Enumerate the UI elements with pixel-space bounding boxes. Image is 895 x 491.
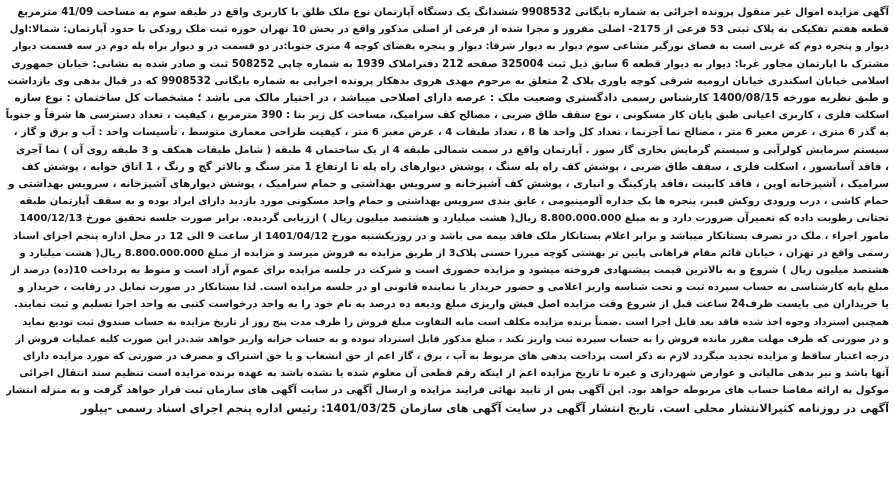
notice-line: رسمی واقع در تهران ، خیابان قائم مقام فراهانی پایین تر بهشتی کوچه میرزا حسنی پلاک3 از طریق مزایده به فروش میرسد و مزایده از مبلغ 8.800.000.000 ریال( هشت میلیارد و xyxy=(19,247,889,259)
notice-line: درجه اعتبار ساقط و مزایده تجدید میگردد لازم به ذکر است پرداخت بدهی های مربوط به آب ، برق ، گاز اعم از حق انشعاب و یا حق اشتراک و مصرف در صورتی که مورد مزایده دارای xyxy=(22,351,889,363)
notice-line: و در صورتی که ظرف مهلت مقرر مانده فروش را به حساب سپرده ثبت واریز نکند ، مبلغ مذکور قابل استرداد نبوده و به حساب خزانه واریز خواهد شد.در این صورت کلیه عملیات فروش از xyxy=(15,333,889,345)
notice-line: همچنین استرداد وجوه اخذ شده فاقد بعد قابل اجرا است .ضمناً برنده مزایده مکلف است مابه التفاوت مبلغ فروش را ظرف مدت پنج روز از تاریخ مزایده به حساب صندوق ثبت تودیع نماید xyxy=(22,316,889,328)
notice-line: تحتانی رطوبت داده که تعمیرآن ضرورت دارد و به مبلغ 8.800.000.000 ریال( هشت میلیارد و هشتصد میلیون ریال ) ارزیابی گردیده. برابر صورت جلسه تحقیق مورخ 1400/12/13 xyxy=(19,213,889,225)
auction-notice-text xyxy=(6,4,889,486)
notice-line: هشتصد میلیون ریال ) شروع و به بالاترین قیمت پیشنهادی فروخته میشود و مزایده حضوری است و شرکت در جلسه مزایده برای عموم آزاد است و منوط به پرداخت 10(ده) درصد از xyxy=(10,265,889,277)
notice-line: دیوار و پنجره دوم که غربی است به فضای نورگیر مشاعی سوم دیوار به دیوار شرقا: دیوار و پنجره بفضای کوچه 4 متری جنوبا:در دو قسمت در و دیوار براه پله دوم در سه قسمت دیوار xyxy=(12,41,889,53)
notice-line: قطعه هفتم تفکیکی به پلاک ثبتی 53 فرعی از 2175- اصلی مفروز و مجزا شده از فرعی از اصلی مذکور واقع در بخش 10 تهران حوزه ثبت ملک رودکی با حدود آپارتمان: شمالا:اول xyxy=(9,24,889,36)
notice-line: به گذر 6 متری ، عرض معبر 6 متر ، مصالح نما آجرنما ، تعداد کل واحد ها 8 ، تعداد طبقات 4 ، عرض معبر 6 متر ، کیفیت طراحی معماری متوسط ، تأسیسات واحد : آب و برق و گاز ، xyxy=(13,127,889,139)
notice-line: مبلغ پایه کارشناسی به حساب سپرده ثبت و تحت شناسه واریز اعلامی و حضور خریدار یا نماینده قانونی او در جلسه مزایده است. لذا بستانکار در صورت تمایل در رقابت ، خریدار و xyxy=(18,282,889,294)
notice-line: مامور اجراء ، ملک در تصرف بستانکار میباشد و برابر اعلام بستانکار ملک فاقد بیمه می باشد و در روزیکشنبه مورخ 1401/04/12 از ساعت 9 الی 12 در محل اداره پنجم اجرای اسناد xyxy=(12,230,889,242)
notice-line: مشترک با اپارتمان مجاور غربا: دیوار به دیوار قطعه 6 سابق ذیل ثبت 325004 صفحه 212 دفتراملاک 1939 به شماره چاپی 508252 ثبت و صادر شده به نشانی: خیابان جمهوری xyxy=(11,58,889,70)
notice-line: اسلامی خیابان اسکندری خیابان ارومیه شرقی کوچه یاوری پلاک 2 متعلق به مرحوم مهدی هروی بدهکار پرونده اجرایی به شماره بایگانی 9908532 که در قبال بدهی وی بازداشت xyxy=(7,75,889,87)
notice-line: سرامیک ، آشپزخانه اوپن ، فاقد کابینت ،فاقد پارکینگ و انباری ، پوشش کف آشپزخانه و سرویس بهداشتی و حمام سرامیک ، پوشش دیوارهای آشپزخانه ، سرویس بهداشتی و xyxy=(8,178,889,191)
notice-line: سیستم سرمایش کولرآبی و سیستم گرمایش بخاری گاز سوز . آپارتمان واقع در سمت شمالی طبقه 4 از یک ساختمان 4 طبقه ( شامل طبقات همکف و 3 طبقه روی آن ) نما آجری xyxy=(15,144,889,156)
notice-line: یا خریداران می بایست ظرف24 ساعت قبل از شروع وقت مزایده اصل فیش واریزی مبلغ ودیعه ده درصد به نام خود را به واحد درخواست کتبی به واحد اجرا تسلیم و ثبت نمایند. xyxy=(14,299,889,311)
notice-line: حمام کاشی ، درب ورودی روکش فیبر، پنجره ها یک جداره آلومینیومی ، عایق بندی سرویس بهداشتی و حمام واحد مسکونی مورد بازدید دارای ایراد بوده و به سقف آپارتمان طبقه xyxy=(19,196,889,208)
notice-line: آگهی در روزنامه کثیرالانتشار محلی است. تاریخ انتشار آگهی در سایت آگهی های سازمان 1401/03/25: رئیس اداره پنجم اجرای اسناد رسمی -پیلور xyxy=(80,401,889,415)
notice-line: و طبق نظریه مورخه 1400/08/15 کارشناس رسمی دادگستری وضعیت ملک : عرصه دارای اصلاحی میباشد ، در اختیار مالک می باشد ؛ مشخصات کل ساختمان : نوع سازه xyxy=(14,92,889,105)
notice-line: آنها باشد و نیز بدهی مالیاتی و عوارض شهرداری و غیره تا تاریخ مزایده اعم از اینکه رقم قطعی آن معلوم شده یا نشده باشد به عهده برنده مزایده است تنظیم سند انتقال اجرائی xyxy=(19,368,889,380)
notice-line: ، فاقد آسانسور ، اسکلت فلزی ، سقف طاق ضربی ، پوشش کف راه پله سنگ ، پوشش دیوارهای راه پله تا ارتفاع 1 متر سنگ و بالاتر گچ و رنگ ، 1 اتاق خوابه ، پوشش کف xyxy=(21,160,889,173)
notice-line: اسکلت فلزی ، کاربری اعیانی طبق پایان کار مسکونی ، نوع سقف طاق ضربی ، مصالح کف سرامیک، مساحت کل زیر بنا : 390 مترمربع ، کیفیت ، تعداد دسترسی ها شرقاً و جنوباً xyxy=(6,110,889,122)
notice-line: آگهی مزایده اموال غیر منقول پرونده اجرائی به شماره بایگانی 9908532 ششدانگ یک دستگاه آپارتمان نوع ملک طلق با کاربری واقع در طبقه سوم به مساحت 41/09 مترمربع xyxy=(17,7,889,18)
notice-line: موکول به ارائه مفاصا حساب های مربوطه خواهد بود. این آگهی پس از تایید نهائی فرایند مزایده و ارسال آگهی در سایت آگهی های سازمان ثبت قرار خواهد گرفت و به منزله انتشار xyxy=(6,385,889,397)
